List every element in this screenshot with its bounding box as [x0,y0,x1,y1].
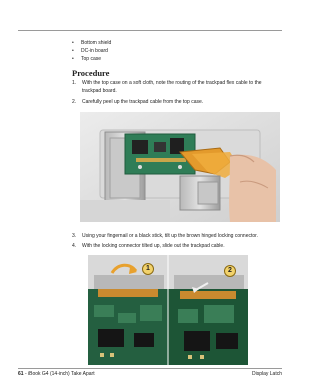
callout-1-badge: 1 [142,263,154,275]
footer-left [18,371,95,378]
bullet-icon: • [72,40,74,46]
step-number: 2. [72,99,77,105]
document-title: - iBook G4 (14-inch) Take Apart [23,371,95,377]
prerequisite-item [72,47,111,55]
prerequisite-item [72,55,111,63]
step-text: Carefully peel up the trackpad cable from the top case. [82,99,204,105]
prerequisite-list [72,39,111,63]
procedure-step [72,243,282,251]
prerequisite-label: DC-in board [81,48,108,54]
bottom-rule [18,368,282,369]
callout-2-badge: 2 [224,265,236,277]
trackpad-cable-photo [80,112,280,222]
prerequisite-item [72,39,111,47]
step-text: With the top case on a soft cloth, note the routing of the trackpad flex cable to the trackpad board. [82,80,262,94]
prerequisite-label: Bottom shield [81,40,112,46]
bullet-icon: • [72,56,74,62]
procedure-step [72,233,282,241]
bullet-icon: • [72,48,74,54]
connector-photos [88,255,248,365]
page-number: 61 [18,371,24,377]
step-text: With the locking connector tilted up, slide out the trackpad cable. [82,243,225,249]
step-text: Using your fingernail or a black stick, tilt up the brown hinged locking connector. [82,233,258,239]
prerequisite-label: Top case [81,56,102,62]
step-number: 1. [72,80,77,86]
procedure-step [72,99,282,107]
top-rule [18,30,282,31]
step-number: 4. [72,243,77,249]
procedure-step [72,80,282,95]
step-number: 3. [72,233,77,239]
procedure-heading: Procedure [72,68,110,78]
section-title: Display Latch [251,371,282,377]
